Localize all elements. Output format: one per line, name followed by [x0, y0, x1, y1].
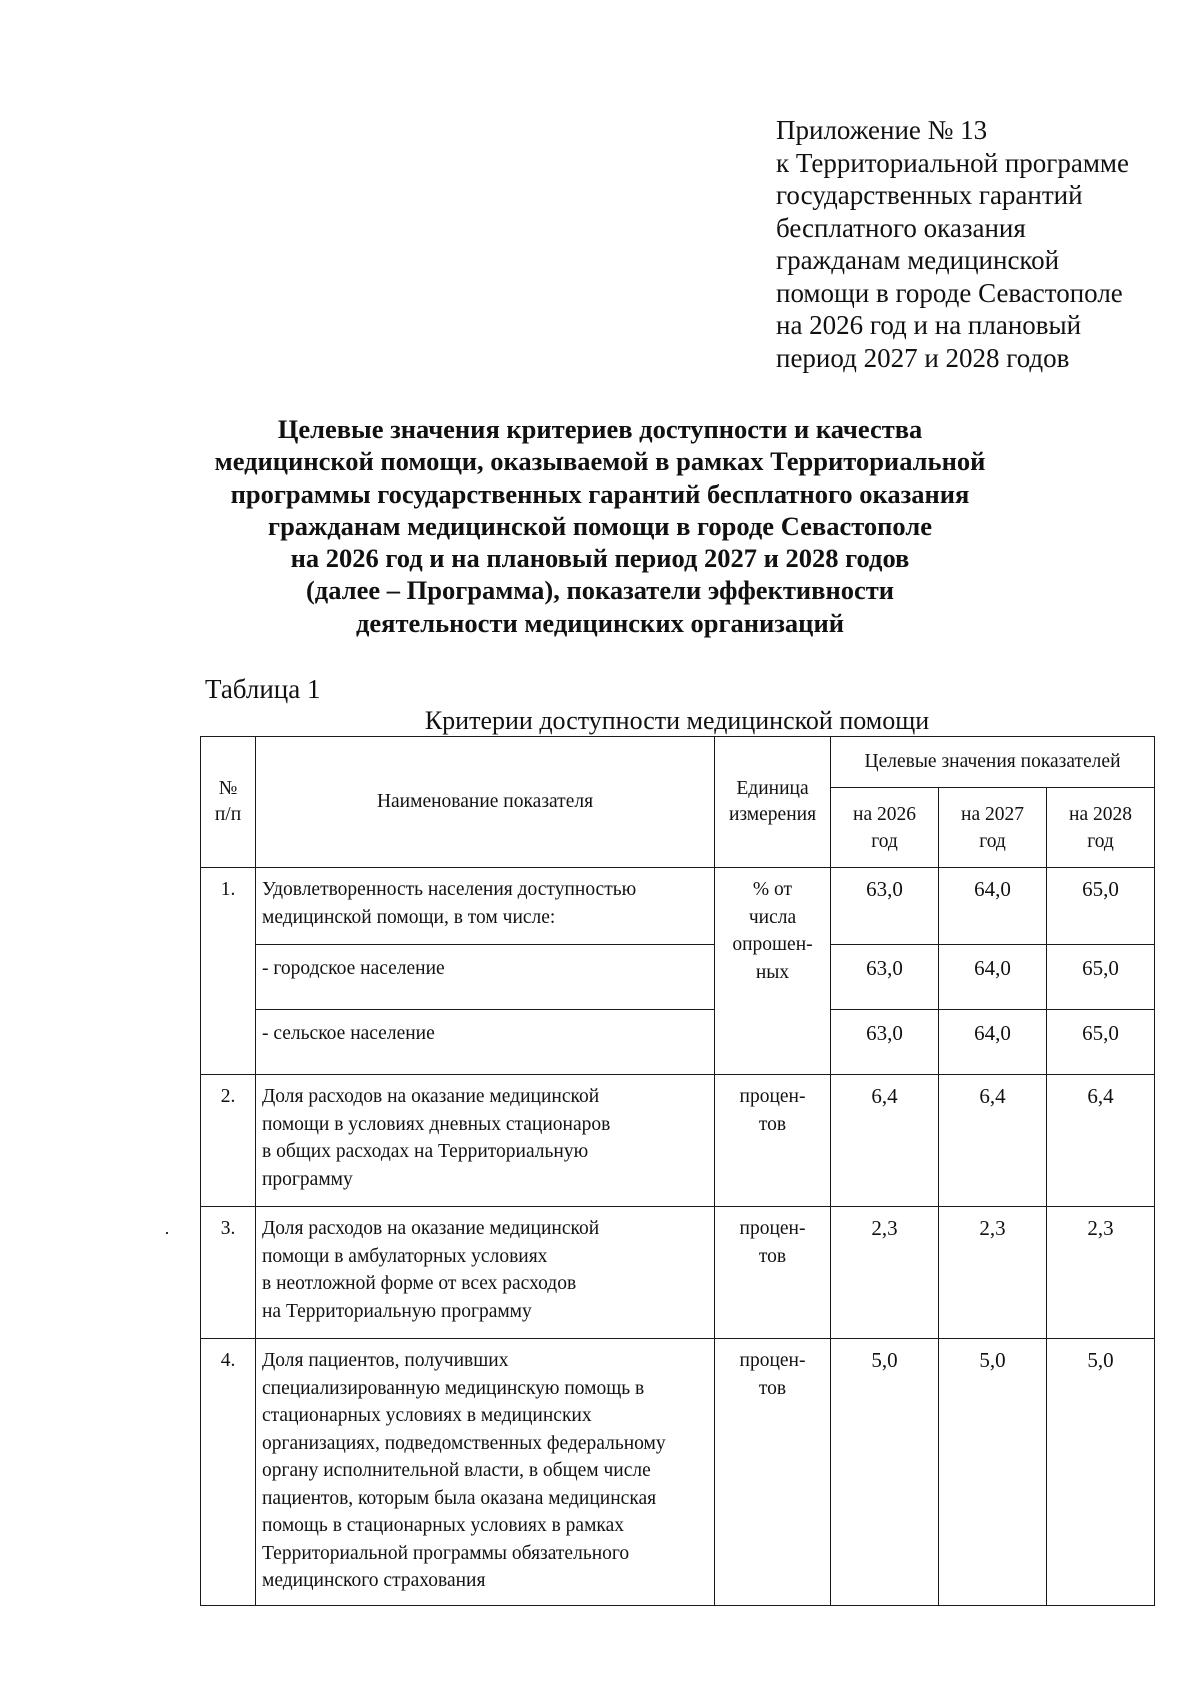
- value-2028: 65,0: [1047, 1010, 1155, 1075]
- unit-cell: % от числа опрошен- ных: [715, 868, 831, 1075]
- document-title: [160, 413, 1040, 639]
- header-target-values: Целевые значения показателей: [831, 737, 1155, 788]
- title-line: медицинской помощи, оказываемой в рамках Территориальной: [214, 446, 986, 477]
- value-2028: 65,0: [1047, 868, 1155, 945]
- subindicator-name: - сельское население: [256, 1010, 715, 1075]
- table-row: [201, 1075, 1155, 1207]
- appendix-line: гражданам медицинской: [776, 245, 1060, 275]
- value-2026: 63,0: [831, 945, 939, 1010]
- value-2028: 65,0: [1047, 945, 1155, 1010]
- row-number: 2.: [201, 1075, 256, 1207]
- appendix-block: [776, 114, 1176, 374]
- row-number: 4.: [201, 1339, 256, 1606]
- title-line: гражданам медицинской помощи в городе Севастополе: [268, 510, 932, 541]
- value-2027: 64,0: [939, 945, 1047, 1010]
- header-unit: Единица измерения: [715, 737, 831, 868]
- subindicator-name: - городское население: [256, 945, 715, 1010]
- value-2026: 63,0: [831, 1010, 939, 1075]
- table-row: [201, 868, 1155, 945]
- title-line: деятельности медицинских организаций: [356, 607, 844, 638]
- title-line: Целевые значения критериев доступности и качества: [277, 414, 923, 444]
- table-subrow: [201, 945, 1155, 1010]
- indicator-name: Доля расходов на оказание медицинской помощи в амбулаторных условиях в неотложной форме от всех расходов на Территориальную программу: [256, 1207, 715, 1339]
- value-2027: 2,3: [939, 1207, 1047, 1339]
- value-2028: 6,4: [1047, 1075, 1155, 1207]
- value-2027: 5,0: [939, 1339, 1047, 1606]
- value-2027: 6,4: [939, 1075, 1047, 1207]
- header-number: № п/п: [201, 737, 256, 868]
- unit-cell: процен- тов: [715, 1207, 831, 1339]
- value-2027: 64,0: [939, 868, 1047, 945]
- indicator-name: Доля пациентов, получивших специализированную медицинскую помощь в стационарных условиях в медицинских организациях, подведомственных федеральному органу исполнительной власти, в общем числе пациентов, которым была оказана медицинская помощь в стационарных условиях в рамках Территориальной программы обязательного медицинского страхования: [256, 1339, 715, 1606]
- table-label: Таблица 1: [205, 674, 321, 704]
- header-year-2028: на 2028 год: [1047, 788, 1155, 868]
- table-caption: Критерии доступности медицинской помощи: [424, 706, 930, 735]
- appendix-line: Приложение № 13: [776, 115, 988, 145]
- value-2028: 5,0: [1047, 1339, 1155, 1606]
- scan-speck: [166, 1232, 168, 1234]
- appendix-line: к Территориальной программе: [776, 147, 1129, 178]
- value-2026: 5,0: [831, 1339, 939, 1606]
- appendix-line: бесплатного оказания: [776, 212, 1026, 243]
- unit-cell: процен- тов: [715, 1075, 831, 1207]
- title-line: программы государственных гарантий бесплатного оказания: [230, 478, 970, 509]
- value-2026: 6,4: [831, 1075, 939, 1207]
- appendix-line: на 2026 год и на плановый: [776, 310, 1082, 340]
- header-year-2026: на 2026 год: [831, 788, 939, 868]
- header-indicator-name: Наименование показателя: [256, 737, 715, 868]
- header-year-2027: на 2027 год: [939, 788, 1047, 868]
- title-line: (далее – Программа), показатели эффективности: [305, 575, 895, 606]
- row-number: 1.: [201, 868, 256, 1075]
- appendix-line: период 2027 и 2028 годов: [776, 342, 1070, 373]
- table-header-row: [201, 737, 1155, 788]
- indicator-name: Доля расходов на оказание медицинской помощи в условиях дневных стационаров в общих расходах на Территориальную программу: [256, 1075, 715, 1207]
- unit-cell: процен- тов: [715, 1339, 831, 1606]
- value-2028: 2,3: [1047, 1207, 1155, 1339]
- value-2026: 63,0: [831, 868, 939, 945]
- title-line: на 2026 год и на плановый период 2027 и 2028 годов: [290, 543, 910, 574]
- row-number: 3.: [201, 1207, 256, 1339]
- table-row: [201, 1339, 1155, 1606]
- value-2026: 2,3: [831, 1207, 939, 1339]
- value-2027: 64,0: [939, 1010, 1047, 1075]
- table-row: [201, 1207, 1155, 1339]
- appendix-line: помощи в городе Севастополе: [776, 277, 1123, 308]
- indicator-name: Удовлетворенность населения доступностью медицинской помощи, в том числе:: [256, 868, 715, 945]
- appendix-line: государственных гарантий: [776, 180, 1083, 210]
- criteria-table: [200, 736, 1155, 1606]
- table-subrow: [201, 1010, 1155, 1075]
